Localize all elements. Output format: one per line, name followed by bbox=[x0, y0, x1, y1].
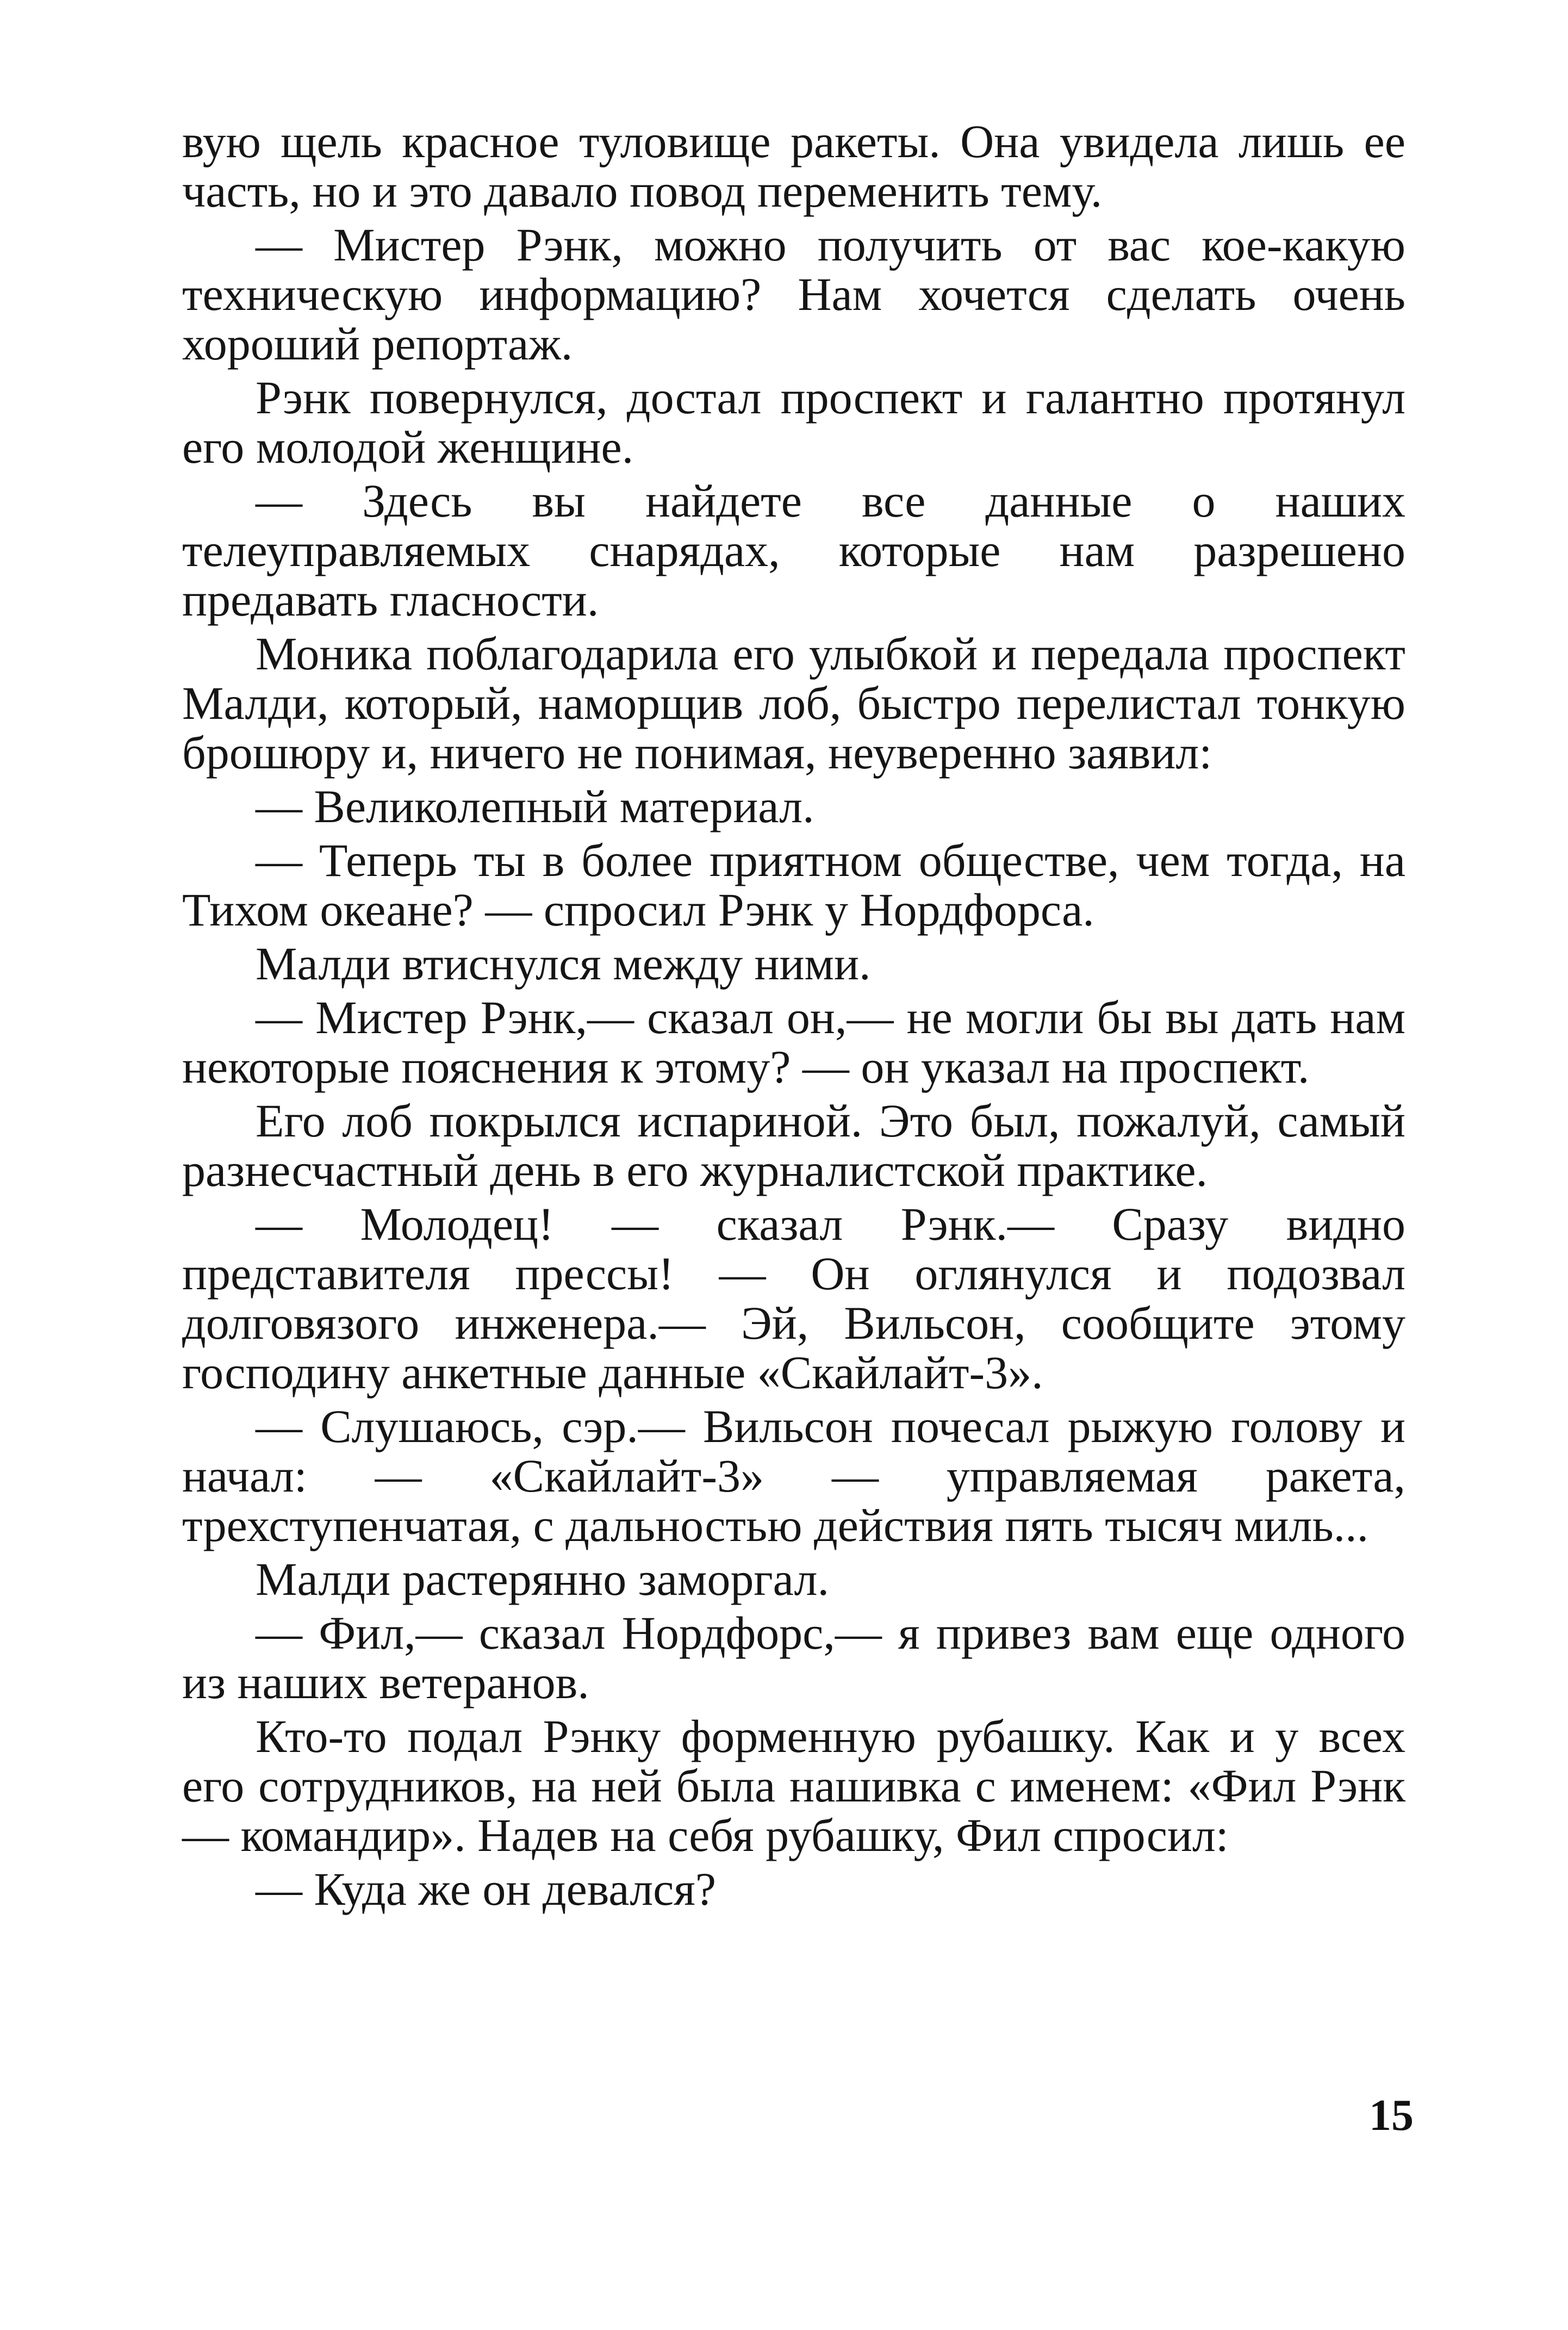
paragraph-dialogue: — Мистер Рэнк, можно получить от вас кое-какую техническую информацию? Нам хочется сделать очень хороший репортаж. bbox=[182, 219, 1405, 370]
paragraph-dialogue: — Мистер Рэнк,— сказал он,— не могли бы вы дать нам некоторые пояснения к этому? — он указал на проспект. bbox=[182, 991, 1405, 1093]
paragraph-dialogue: — Здесь вы найдете все данные о наших телеуправляемых снарядах, которые нам разрешено предавать гласности. bbox=[182, 475, 1405, 626]
paragraph: Рэнк повернулся, достал проспект и галантно протянул его молодой женщине. bbox=[182, 371, 1405, 473]
paragraph-dialogue: — Слушаюсь, сэр.— Вильсон почесал рыжую голову и начал: — «Скайлайт-3» — управляемая ракета, трехступенчатая, с дальностью действия пять тысяч миль... bbox=[182, 1400, 1405, 1551]
paragraph: Моника поблагодарила его улыбкой и передала проспект Малди, который, наморщив лоб, быстро перелистал тонкую брошюру и, ничего не понимая, неуверенно заявил: bbox=[182, 627, 1405, 779]
body-text bbox=[182, 117, 1405, 1918]
paragraph: Кто-то подал Рэнку форменную рубашку. Как и у всех его сотрудников, на ней была нашивка с именем: «Фил Рэнк — командир». Надев на себя рубашку, Фил спросил: bbox=[182, 1710, 1405, 1861]
paragraph: Малди втиснулся между ними. bbox=[256, 937, 871, 990]
paragraph-dialogue: — Великолепный материал. bbox=[256, 780, 814, 832]
page-number: 15 bbox=[1369, 2090, 1414, 2140]
paragraph: Малди растерянно заморгал. bbox=[256, 1553, 829, 1605]
paragraph-continuation: вую щель красное туловище ракеты. Она увидела лишь ее часть, но и это давало повод переменить тему. bbox=[182, 115, 1405, 217]
paragraph-dialogue: — Куда же он девался? bbox=[256, 1863, 717, 1915]
paragraph-dialogue: — Молодец! — сказал Рэнк.— Сразу видно представителя прессы! — Он оглянулся и подозвал долговязого инженера.— Эй, Вильсон, сообщите этому господину анкетные данные «Скайлайт-3». bbox=[182, 1198, 1405, 1399]
paragraph-dialogue: — Теперь ты в более приятном обществе, чем тогда, на Тихом океане? — спросил Рэнк у Нордфорса. bbox=[182, 834, 1405, 936]
paragraph: Его лоб покрылся испариной. Это был, пожалуй, самый разнесчастный день в его журналистской практике. bbox=[182, 1095, 1405, 1196]
paragraph-dialogue: — Фил,— сказал Нордфорс,— я привез вам еще одного из наших ветеранов. bbox=[182, 1607, 1405, 1708]
